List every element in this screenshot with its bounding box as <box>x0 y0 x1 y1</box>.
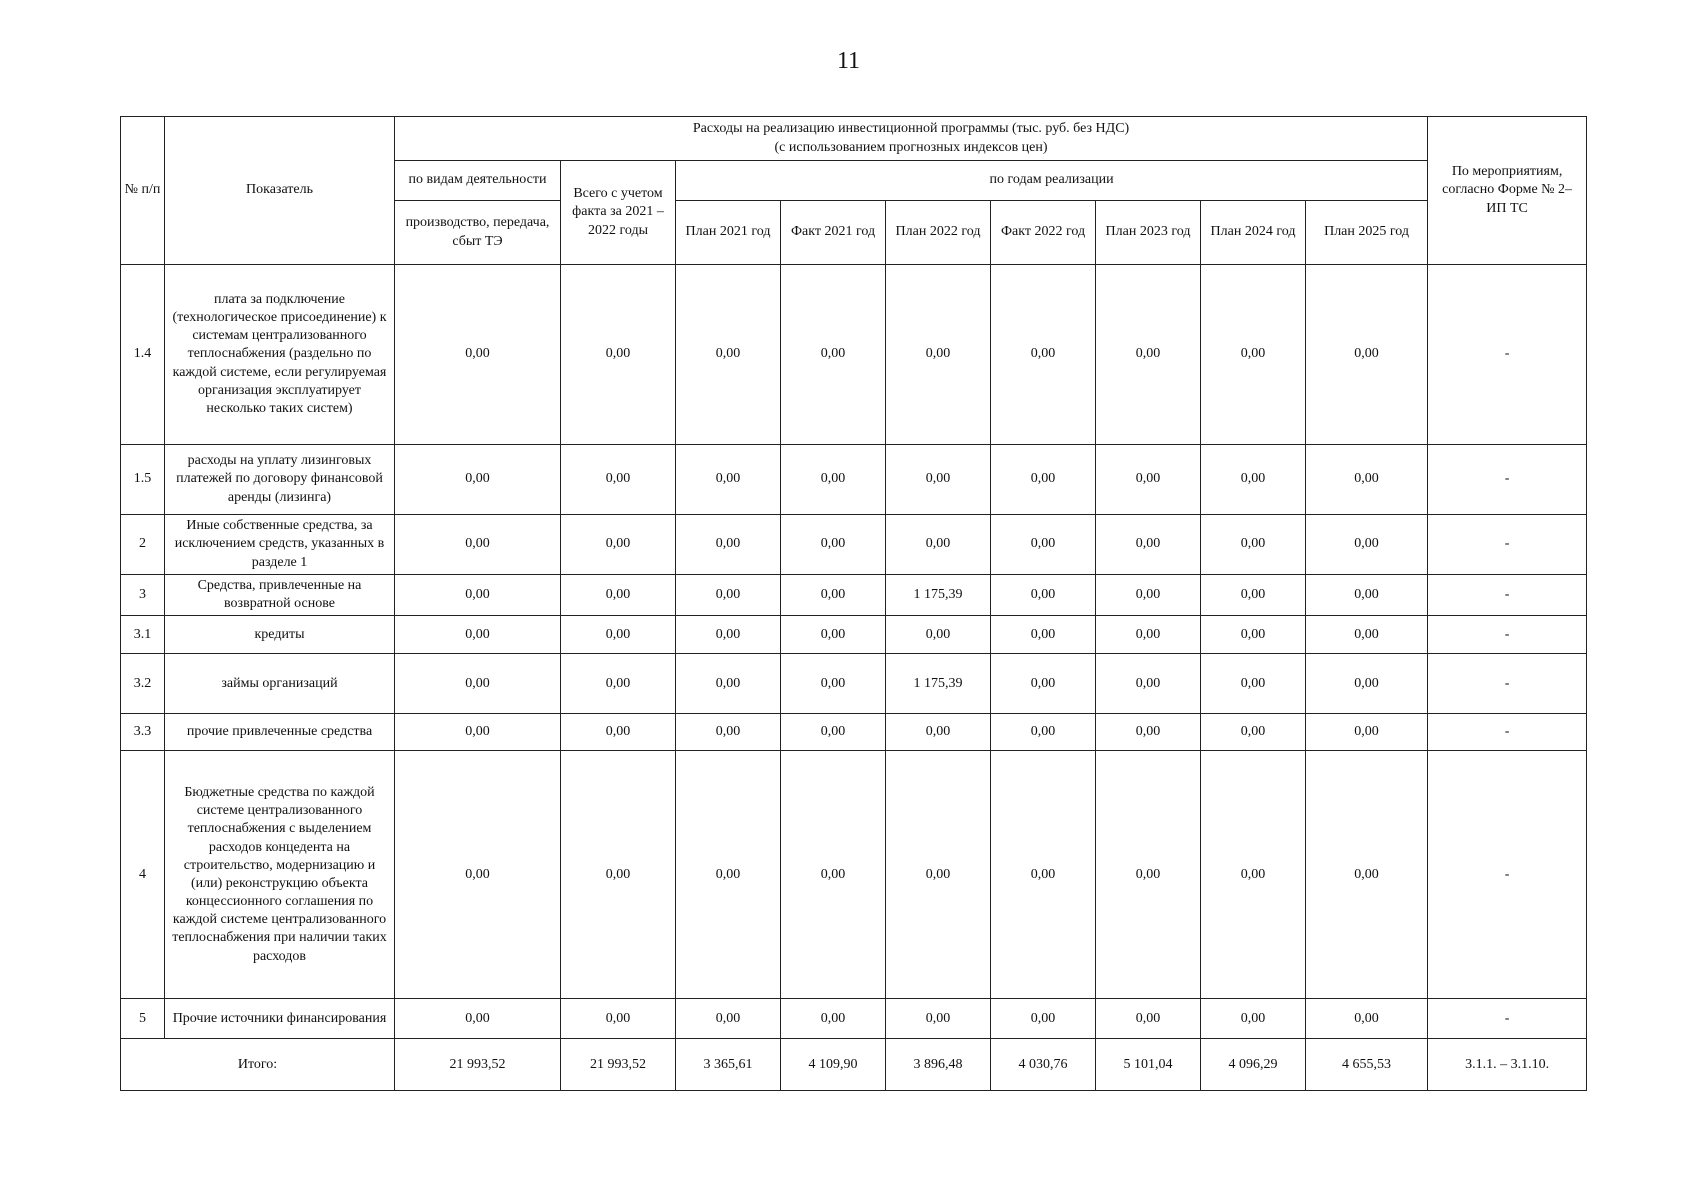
row-value: 0,00 <box>561 999 676 1039</box>
row-value: 0,00 <box>886 999 991 1039</box>
row-num: 2 <box>121 515 165 575</box>
row-value: 0,00 <box>395 714 561 751</box>
row-value: 0,00 <box>561 515 676 575</box>
investment-expenses-table <box>120 116 1587 1091</box>
row-name: Средства, привлеченные на возвратной основе <box>165 575 395 616</box>
row-value: 0,00 <box>1096 575 1201 616</box>
row-value: 0,00 <box>781 654 886 714</box>
row-value: 0,00 <box>781 999 886 1039</box>
row-value: 0,00 <box>676 445 781 515</box>
row-measure: - <box>1428 575 1587 616</box>
row-value: 0,00 <box>395 751 561 999</box>
row-value: 0,00 <box>395 575 561 616</box>
row-value: 0,00 <box>561 654 676 714</box>
header-year-fact-2022: Факт 2022 год <box>991 201 1096 265</box>
row-value: 0,00 <box>1201 445 1306 515</box>
row-name: кредиты <box>165 616 395 654</box>
row-value: 0,00 <box>395 999 561 1039</box>
row-measure: - <box>1428 265 1587 445</box>
row-value: 0,00 <box>886 445 991 515</box>
row-num: 5 <box>121 999 165 1039</box>
header-year-plan-2023: План 2023 год <box>1096 201 1201 265</box>
row-value: 0,00 <box>676 654 781 714</box>
row-value: 0,00 <box>676 575 781 616</box>
total-value: 21 993,52 <box>561 1039 676 1091</box>
row-value: 0,00 <box>1096 999 1201 1039</box>
row-name: расходы на уплату лизинговых платежей по договору финансовой аренды (лизинга) <box>165 445 395 515</box>
row-name: Бюджетные средства по каждой системе централизованного теплоснабжения с выделением расходов концедента на строительство, модернизацию и (или) реконструкцию объекта концессионного соглашения по каждой системе централизованного теплоснабжения при наличии таких расходов <box>165 751 395 999</box>
header-measures: По мероприятиям, согласно Форме № 2– ИП ТС <box>1428 117 1587 265</box>
header-total-with-fact: Всего с учетом факта за 2021 – 2022 годы <box>561 161 676 265</box>
row-value: 0,00 <box>1096 515 1201 575</box>
total-measure: 3.1.1. – 3.1.10. <box>1428 1039 1587 1091</box>
row-value: 0,00 <box>991 751 1096 999</box>
row-value: 0,00 <box>1201 751 1306 999</box>
table-row <box>121 515 1587 575</box>
total-value: 5 101,04 <box>1096 1039 1201 1091</box>
total-row <box>121 1039 1587 1091</box>
row-value: 0,00 <box>1096 654 1201 714</box>
row-value: 0,00 <box>991 575 1096 616</box>
row-value: 0,00 <box>1306 751 1428 999</box>
row-name: прочие привлеченные средства <box>165 714 395 751</box>
row-value: 0,00 <box>395 445 561 515</box>
row-value: 0,00 <box>561 751 676 999</box>
header-expenses-title <box>395 117 1428 161</box>
row-num: 3.2 <box>121 654 165 714</box>
row-value: 0,00 <box>886 751 991 999</box>
header-by-activity: по видам деятельности <box>395 161 561 201</box>
row-value: 0,00 <box>1306 999 1428 1039</box>
header-year-plan-2021: План 2021 год <box>676 201 781 265</box>
table-row <box>121 445 1587 515</box>
row-value: 0,00 <box>561 265 676 445</box>
row-value: 0,00 <box>1096 445 1201 515</box>
row-value: 0,00 <box>781 616 886 654</box>
table-row <box>121 654 1587 714</box>
row-value: 0,00 <box>886 265 991 445</box>
total-label: Итого: <box>121 1039 395 1091</box>
row-measure: - <box>1428 751 1587 999</box>
row-value: 0,00 <box>991 445 1096 515</box>
row-value: 0,00 <box>1306 616 1428 654</box>
row-value: 0,00 <box>1096 265 1201 445</box>
row-value: 0,00 <box>1201 515 1306 575</box>
row-value: 0,00 <box>991 999 1096 1039</box>
row-value: 0,00 <box>1306 515 1428 575</box>
row-num: 3 <box>121 575 165 616</box>
table-row <box>121 999 1587 1039</box>
row-name: Иные собственные средства, за исключением средств, указанных в разделе 1 <box>165 515 395 575</box>
header-year-fact-2021: Факт 2021 год <box>781 201 886 265</box>
row-measure: - <box>1428 445 1587 515</box>
row-value: 0,00 <box>676 265 781 445</box>
row-num: 3.1 <box>121 616 165 654</box>
row-value: 0,00 <box>395 616 561 654</box>
row-value: 0,00 <box>781 714 886 751</box>
row-value: 0,00 <box>676 616 781 654</box>
row-value: 0,00 <box>1201 654 1306 714</box>
row-value: 0,00 <box>781 575 886 616</box>
row-value: 0,00 <box>991 265 1096 445</box>
row-value: 0,00 <box>676 751 781 999</box>
row-value: 0,00 <box>991 616 1096 654</box>
row-value: 0,00 <box>1096 751 1201 999</box>
row-value: 0,00 <box>991 714 1096 751</box>
table-row <box>121 265 1587 445</box>
row-value: 1 175,39 <box>886 654 991 714</box>
row-value: 0,00 <box>1306 265 1428 445</box>
row-value: 0,00 <box>886 515 991 575</box>
row-value: 0,00 <box>781 751 886 999</box>
row-value: 0,00 <box>561 714 676 751</box>
row-value: 0,00 <box>561 616 676 654</box>
total-value: 4 109,90 <box>781 1039 886 1091</box>
row-num: 3.3 <box>121 714 165 751</box>
total-value: 4 655,53 <box>1306 1039 1428 1091</box>
row-value: 0,00 <box>991 515 1096 575</box>
row-value: 0,00 <box>561 445 676 515</box>
table-row <box>121 616 1587 654</box>
row-value: 0,00 <box>781 515 886 575</box>
row-value: 0,00 <box>1201 265 1306 445</box>
total-value: 4 030,76 <box>991 1039 1096 1091</box>
row-value: 0,00 <box>991 654 1096 714</box>
row-value: 0,00 <box>395 515 561 575</box>
row-name: Прочие источники финансирования <box>165 999 395 1039</box>
row-value: 0,00 <box>561 575 676 616</box>
table-row <box>121 575 1587 616</box>
row-value: 0,00 <box>886 714 991 751</box>
row-value: 0,00 <box>1201 616 1306 654</box>
row-value: 1 175,39 <box>886 575 991 616</box>
page-number: 11 <box>836 48 861 74</box>
row-measure: - <box>1428 515 1587 575</box>
row-num: 4 <box>121 751 165 999</box>
total-value: 21 993,52 <box>395 1039 561 1091</box>
row-value: 0,00 <box>1306 654 1428 714</box>
total-value: 3 896,48 <box>886 1039 991 1091</box>
total-value: 4 096,29 <box>1201 1039 1306 1091</box>
header-num: № п/п <box>121 117 165 265</box>
row-measure: - <box>1428 654 1587 714</box>
row-value: 0,00 <box>1201 714 1306 751</box>
row-value: 0,00 <box>781 445 886 515</box>
row-value: 0,00 <box>395 654 561 714</box>
row-value: 0,00 <box>676 515 781 575</box>
row-value: 0,00 <box>781 265 886 445</box>
table-row <box>121 751 1587 999</box>
row-num: 1.5 <box>121 445 165 515</box>
table-row <box>121 714 1587 751</box>
row-value: 0,00 <box>886 616 991 654</box>
header-activity-sub: производство, передача, сбыт ТЭ <box>395 201 561 265</box>
row-value: 0,00 <box>676 714 781 751</box>
row-value: 0,00 <box>395 265 561 445</box>
row-name: плата за подключение (технологическое присоединение) к системам централизованного теплоснабжения (раздельно по каждой системе, если регулируемая организация эксплуатирует несколько таких систем) <box>165 265 395 445</box>
header-year-plan-2024: План 2024 год <box>1201 201 1306 265</box>
row-value: 0,00 <box>1201 575 1306 616</box>
row-value: 0,00 <box>1096 616 1201 654</box>
row-measure: - <box>1428 714 1587 751</box>
row-measure: - <box>1428 999 1587 1039</box>
row-value: 0,00 <box>1201 999 1306 1039</box>
row-measure: - <box>1428 616 1587 654</box>
header-indicator: Показатель <box>165 117 395 265</box>
row-value: 0,00 <box>1096 714 1201 751</box>
row-value: 0,00 <box>1306 714 1428 751</box>
header-by-years: по годам реализации <box>676 161 1428 201</box>
header-year-plan-2025: План 2025 год <box>1306 201 1428 265</box>
header-expenses-title-line1: Расходы на реализацию инвестиционной программы (тыс. руб. без НДС) <box>692 121 1130 137</box>
row-value: 0,00 <box>1306 575 1428 616</box>
row-value: 0,00 <box>676 999 781 1039</box>
row-name: займы организаций <box>165 654 395 714</box>
header-expenses-title-line2: (с использованием прогнозных индексов цен) <box>774 139 1048 155</box>
header-year-plan-2022: План 2022 год <box>886 201 991 265</box>
total-value: 3 365,61 <box>676 1039 781 1091</box>
row-num: 1.4 <box>121 265 165 445</box>
row-value: 0,00 <box>1306 445 1428 515</box>
